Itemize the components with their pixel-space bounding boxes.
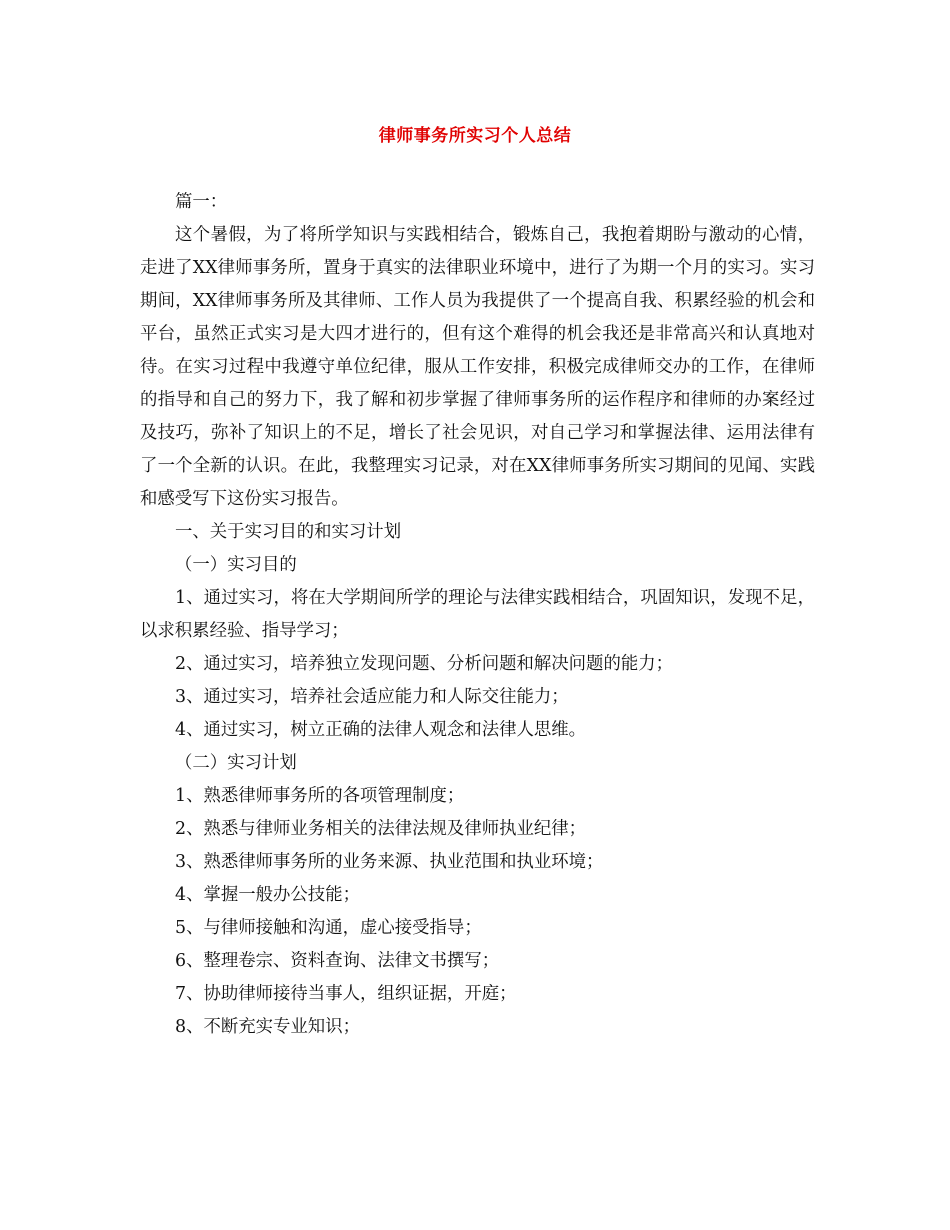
- subheading-purpose: （一）实习目的: [175, 555, 297, 575]
- list-item-purpose-3: 3、通过实习，培养社会适应能力和人际交往能力；: [175, 687, 569, 707]
- document-body: [140, 186, 815, 1044]
- list-item-plan-1: 1、熟悉律师事务所的各项管理制度；: [175, 786, 465, 806]
- list-item-purpose-4: 4、通过实习，树立正确的法律人观念和法律人思维。: [175, 720, 587, 740]
- list-item-plan-8: 8、不断充实专业知识；: [175, 1017, 360, 1037]
- list-item-purpose-1: 1、通过实习，将在大学期间所学的理论与法律实践相结合，巩固知识，发现不足，以求积累经验、指导学习；: [140, 588, 815, 641]
- list-item-plan-3: 3、熟悉律师事务所的业务来源、执业范围和执业环境；: [175, 852, 604, 872]
- subheading-plan: （二）实习计划: [175, 753, 297, 773]
- heading-purpose-and-plan: 一、关于实习目的和实习计划: [175, 522, 402, 542]
- paragraph-intro: 这个暑假，为了将所学知识与实践相结合，锻炼自己，我抱着期盼与激动的心情，走进了XX律师事务所，置身于真实的法律职业环境中，进行了为期一个月的实习。实习期间，XX律师事务所及其律师、工作人员为我提供了一个提高自我、积累经验的机会和平台，虽然正式实习是大四才进行的，但有这个难得的机会我还是非常高兴和认真地对待。在实习过程中我遵守单位纪律，服从工作安排，积极完成律师交办的工作，在律师的指导和自己的努力下，我了解和初步掌握了律师事务所的运作程序和律师的办案经过及技巧，弥补了知识上的不足，增长了社会见识，对自己学习和掌握法律、运用法律有了一个全新的认识。在此，我整理实习记录，对在XX律师事务所实习期间的见闻、实践和感受写下这份实习报告。: [140, 225, 815, 509]
- list-item-plan-5: 5、与律师接触和沟通，虚心接受指导；: [175, 918, 482, 938]
- document-title: 律师事务所实习个人总结: [378, 126, 572, 146]
- list-item-purpose-2: 2、通过实习，培养独立发现问题、分析问题和解决问题的能力；: [175, 654, 674, 674]
- list-item-plan-4: 4、掌握一般办公技能；: [175, 885, 360, 905]
- list-item-plan-6: 6、整理卷宗、资料查询、法律文书撰写；: [175, 951, 500, 971]
- list-item-plan-2: 2、熟悉与律师业务相关的法律法规及律师执业纪律；: [175, 819, 587, 839]
- paragraph-section-label: 篇一：: [175, 192, 228, 212]
- list-item-plan-7: 7、协助律师接待当事人，组织证据，开庭；: [175, 984, 517, 1004]
